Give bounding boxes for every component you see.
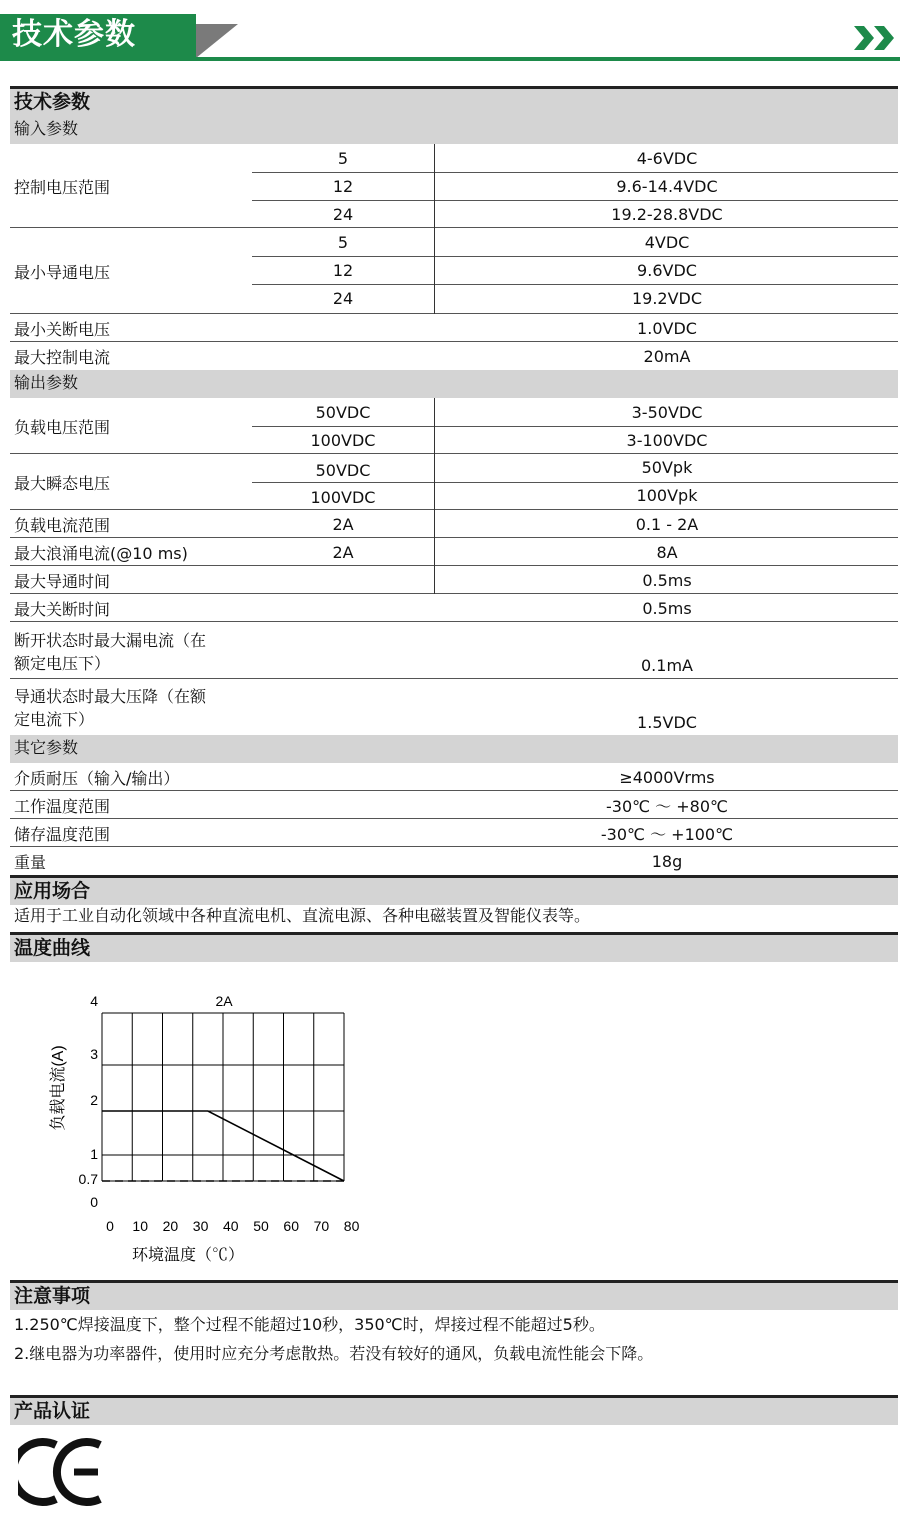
- spec-row-operating-temp: [10, 791, 898, 819]
- spec-label: 最小导通电压: [14, 262, 111, 282]
- spec-value: 0.5ms: [642, 570, 692, 590]
- spec-row-voltage-drop: [10, 679, 898, 735]
- y-tick-label: 0: [90, 1194, 98, 1210]
- spec-row-load-voltage: [10, 398, 898, 454]
- spec-row-control-voltage: [10, 144, 898, 228]
- x-tick-label: 20: [162, 1218, 179, 1234]
- spec-value: -30℃ ～ +80℃: [605, 796, 728, 816]
- spec-row-min-on-voltage: [10, 228, 898, 314]
- spec-label: 最大导通时间: [14, 571, 111, 591]
- y-tick-label: 2: [90, 1092, 98, 1108]
- divider: [252, 482, 898, 483]
- spec-label: 工作温度范围: [14, 796, 111, 816]
- spec-row-max-on-time: [10, 566, 898, 594]
- spec-label: 负载电压范围: [14, 417, 111, 437]
- spec-value: 9.6-14.4VDC: [616, 176, 718, 196]
- spec-value: 3-100VDC: [626, 430, 708, 450]
- section-header-certification: 产品认证: [10, 1395, 898, 1425]
- spec-row-weight: [10, 847, 898, 875]
- spec-label-line: 定电流下）: [14, 710, 95, 729]
- spec-label-line: 额定电压下）: [14, 653, 111, 673]
- x-tick-label: 40: [223, 1218, 239, 1234]
- spec-value: 19.2-28.8VDC: [611, 204, 723, 224]
- spec-label: 储存温度范围: [14, 824, 111, 844]
- spec-label: 介质耐压（输入/输出）: [14, 768, 180, 788]
- section-header-applications: 应用场合: [10, 875, 898, 905]
- banner-underline: [0, 57, 900, 61]
- spec-value: 4-6VDC: [636, 148, 698, 168]
- spec-label: 最大瞬态电压: [14, 473, 111, 493]
- spec-value: 0.1 - 2A: [635, 514, 699, 534]
- spec-nominal: 100VDC: [310, 430, 376, 450]
- double-chevron-icon: [852, 24, 898, 52]
- spec-label: 最大控制电流: [14, 347, 111, 367]
- ce-logo: [18, 1437, 108, 1507]
- spec-row-surge-current: [10, 538, 898, 566]
- spec-nominal: 24: [332, 204, 354, 224]
- subsection-header-other: 其它参数: [10, 735, 898, 763]
- spec-label: 重量: [14, 852, 47, 872]
- x-tick-label: 10: [132, 1218, 148, 1234]
- spec-label-line: 断开状态时最大漏电流（在: [14, 630, 207, 650]
- spec-value: 9.6VDC: [637, 260, 697, 280]
- subsection-header-input: 输入参数: [10, 116, 898, 144]
- spec-nominal: 12: [332, 176, 354, 196]
- section-header-temp-curve: 温度曲线: [10, 932, 898, 962]
- spec-nominal: 50VDC: [315, 402, 371, 422]
- y-tick-label: 1: [90, 1146, 98, 1162]
- divider: [252, 256, 898, 257]
- spec-value: 20mA: [643, 346, 691, 366]
- section-header-notes: 注意事项: [10, 1280, 898, 1310]
- temperature-derating-chart: [20, 985, 440, 1285]
- spec-nominal: 5: [337, 148, 349, 168]
- note-item: 2.继电器为功率器件，使用时应充分考虑散热。若没有较好的通风，负载电流性能会下降。: [14, 1344, 654, 1363]
- spec-label: 最大关断时间: [14, 599, 111, 619]
- spec-label: 最大浪涌电流(@10 ms): [14, 543, 188, 563]
- divider: [252, 172, 898, 173]
- spec-value: 8A: [656, 542, 678, 562]
- spec-label: 控制电压范围: [14, 177, 111, 197]
- chart-ticks: [79, 993, 360, 1234]
- subsection-header-output: 输出参数: [10, 370, 898, 398]
- spec-nominal: 50VDC: [315, 460, 371, 480]
- spec-value: 1.5VDC: [637, 712, 697, 732]
- spec-nominal: 24: [332, 288, 354, 308]
- spec-value: 19.2VDC: [631, 288, 703, 308]
- y-tick-label: 3: [90, 1046, 98, 1062]
- divider: [252, 426, 898, 427]
- spec-label: [14, 622, 250, 679]
- chart-xlabel: 环境温度（℃）: [131, 1247, 245, 1264]
- y-tick-label: 0.7: [78, 1171, 98, 1187]
- chart-grid: [102, 1013, 344, 1181]
- banner-title: 技术参数: [12, 17, 136, 52]
- applications-text: 适用于工业自动化领域中各种直流电机、直流电源、各种电磁装置及智能仪表等。: [14, 906, 591, 925]
- spec-value: 50Vpk: [641, 457, 693, 477]
- spec-nominal: 100VDC: [310, 487, 376, 507]
- x-tick-label: 70: [313, 1218, 330, 1234]
- spec-label: [14, 679, 250, 735]
- spec-row-max-transient: [10, 454, 898, 510]
- spec-value: 3-50VDC: [631, 402, 703, 422]
- y-tick-label: 4: [90, 993, 98, 1009]
- chart-series-label: 2A: [215, 993, 233, 1009]
- spec-nominal: 5: [337, 232, 349, 252]
- spec-value: 0.1mA: [641, 655, 693, 675]
- spec-row-max-off-time: [10, 594, 898, 622]
- spec-row-min-off-voltage: [10, 314, 898, 342]
- spec-nominal: 2A: [332, 542, 354, 562]
- spec-value: 18g: [651, 851, 683, 871]
- x-tick-label: 80: [343, 1218, 360, 1234]
- spec-label-line: 导通状态时最大压降（在额: [14, 687, 207, 706]
- divider: [252, 200, 898, 201]
- spec-value: 4VDC: [644, 232, 690, 252]
- banner-slant-decoration: [190, 24, 242, 58]
- spec-nominal: 2A: [332, 514, 354, 534]
- spec-row-dielectric: [10, 763, 898, 791]
- spec-row-max-control-current: [10, 342, 898, 370]
- spec-value: -30℃ ～ +100℃: [600, 824, 734, 844]
- divider: [252, 284, 898, 285]
- spec-label: 负载电流范围: [14, 515, 111, 535]
- x-tick-label: 60: [283, 1218, 299, 1234]
- chart-ylabel: 负载电流(A): [50, 1045, 67, 1131]
- spec-value: 100Vpk: [636, 485, 698, 505]
- note-item: 1.250℃焊接温度下，整个过程不能超过10秒，350℃时，焊接过程不能超过5秒。: [14, 1315, 605, 1334]
- x-tick-label: 30: [192, 1218, 209, 1234]
- spec-row-leakage: [10, 622, 898, 679]
- spec-nominal: 12: [332, 260, 354, 280]
- section-header-specs: 技术参数: [10, 86, 898, 116]
- column-divider: [434, 398, 435, 594]
- spec-label: 最小关断电压: [14, 319, 111, 339]
- spec-row-load-current: [10, 510, 898, 538]
- x-tick-label: 50: [253, 1218, 269, 1234]
- x-tick-label: 0: [106, 1218, 114, 1234]
- spec-value: 0.5ms: [642, 598, 692, 618]
- spec-value: 1.0VDC: [637, 318, 697, 338]
- column-divider: [434, 144, 435, 314]
- banner: [0, 0, 900, 62]
- spec-row-storage-temp: [10, 819, 898, 847]
- spec-value: ≥4000Vrms: [619, 767, 715, 787]
